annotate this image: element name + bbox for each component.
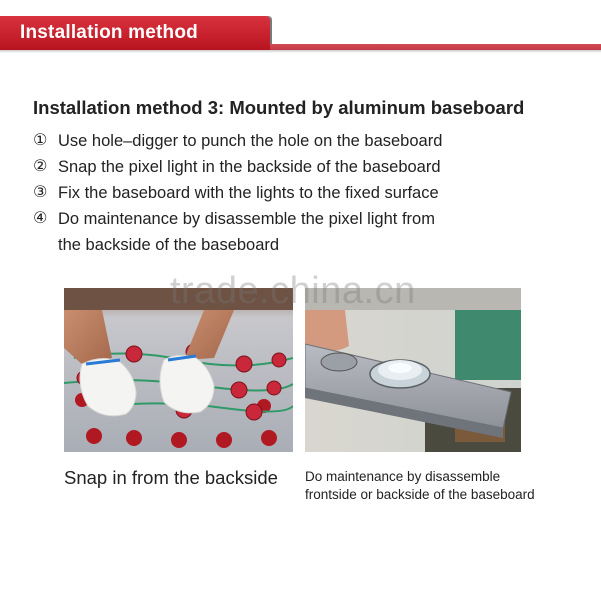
list-item	[33, 206, 593, 232]
step-text: Fix the baseboard with the lights to the fixed surface	[58, 184, 439, 202]
photo-caption-right-line1: Do maintenance by disassemble	[305, 469, 501, 484]
photo-caption-left: Snap in from the backside	[64, 467, 278, 488]
banner-shadow	[0, 50, 601, 53]
step-text: Use hole–digger to punch the hole on the baseboard	[58, 132, 443, 150]
steps-list	[33, 128, 593, 258]
photo-caption-right	[305, 468, 575, 504]
section-banner	[0, 16, 270, 50]
step-number: ④	[33, 210, 48, 227]
list-item	[33, 154, 593, 180]
list-item	[33, 128, 593, 154]
list-item	[33, 180, 593, 206]
method-title: Installation method 3: Mounted by aluminum baseboard	[33, 97, 525, 118]
step-text: Do maintenance by disassemble the pixel light from	[58, 210, 435, 228]
list-item-continuation	[33, 232, 593, 258]
watermark: trade.china.cn	[170, 270, 416, 312]
step-number: ③	[33, 184, 48, 201]
photo-caption-right-line2: frontside or backside of the baseboard	[305, 487, 535, 502]
section-title: Installation method	[20, 22, 198, 43]
step-number: ①	[33, 132, 48, 149]
step-text-continuation: the backside of the baseboard	[58, 236, 280, 254]
step-text: Snap the pixel light in the backside of the baseboard	[58, 158, 441, 176]
step-number: ②	[33, 158, 48, 175]
